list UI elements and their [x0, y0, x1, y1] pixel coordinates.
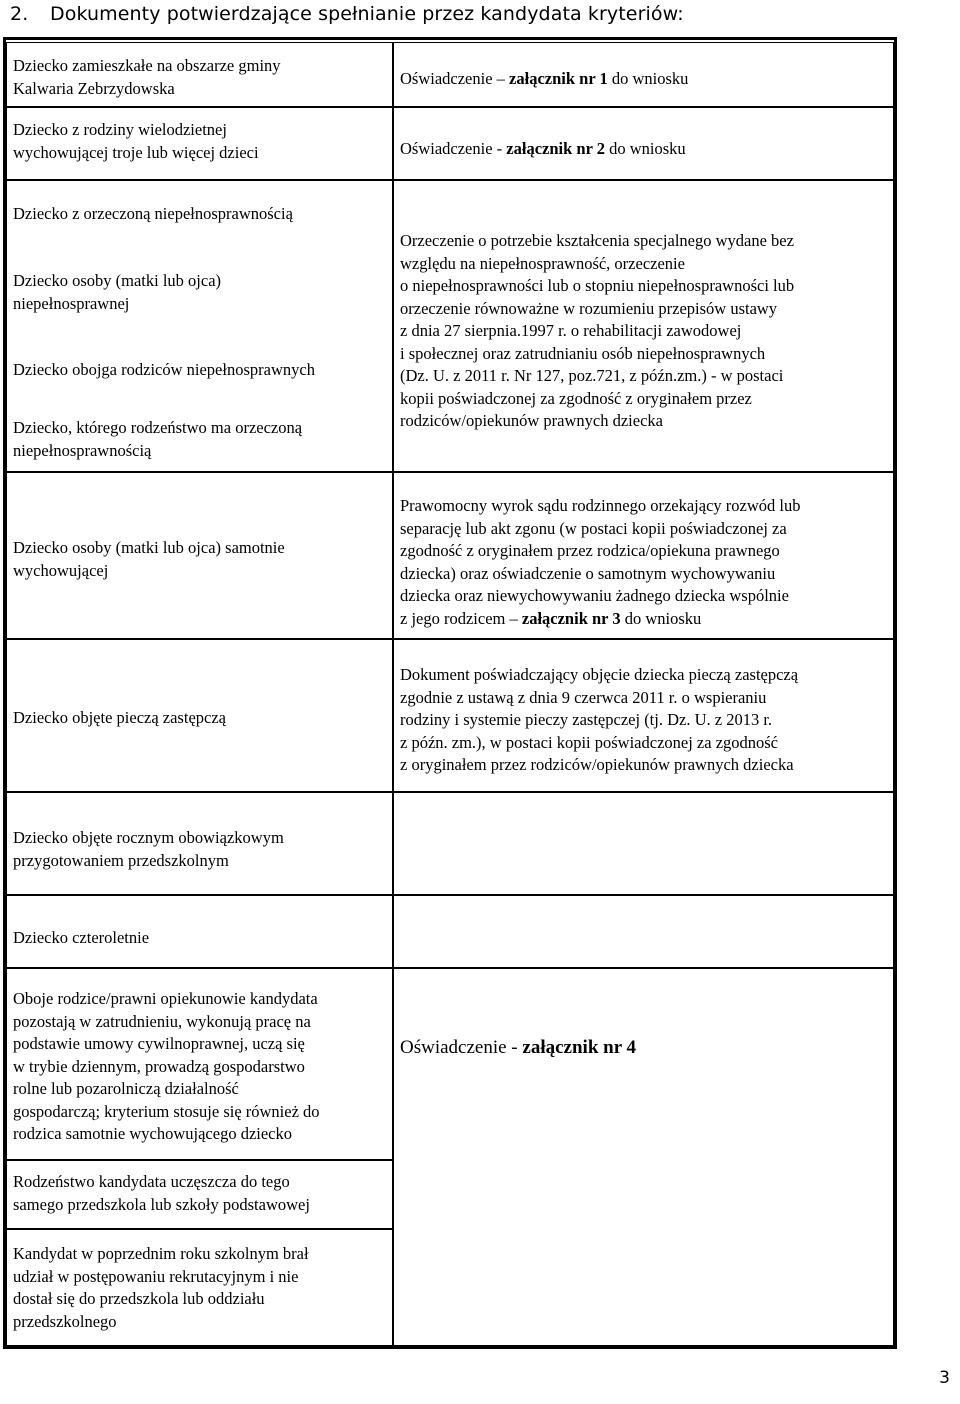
criterion-cell-disability-group — [6, 180, 393, 472]
attachment-number: załącznik nr 3 — [521, 608, 621, 628]
criterion-text: Dziecko obojga rodziców niepełnosprawnych — [13, 360, 315, 379]
document-text-pre: Prawomocny wyrok sądu rodzinnego orzekający rozwód lub separację lub akt zgonu (w postaci kopii poświadczonej za zgodność z oryginałem przez rodzica/opiekuna prawnego dziecka) oraz oświadczenie o samotnym wychowywaniu dziecka oraz niewychowywaniu żadnego dziecka wspólnie z jego rodzicem – — [400, 496, 801, 628]
criterion-text: Dziecko, którego rodzeństwo ma orzeczoną niepełnosprawnością — [13, 418, 303, 460]
document-text-pre: Oświadczenie – — [400, 69, 510, 88]
criterion-cell-single-parent — [6, 472, 393, 639]
criterion-text: Dziecko z orzeczoną niepełnosprawnością — [13, 204, 293, 223]
criterion-text: Dziecko czteroletnie — [13, 928, 150, 947]
document-cell-empty-1 — [393, 792, 894, 895]
criterion-text: Dziecko objęte rocznym obowiązkowym przygotowaniem przedszkolnym — [13, 828, 284, 870]
section-number: 2. — [10, 3, 29, 25]
criterion-text: Rodzeństwo kandydata uczęszcza do tego samego przedszkola lub szkoły podstawowej — [13, 1172, 310, 1214]
document-text — [400, 969, 887, 1060]
document-text: Dokument poświadczający objęcie dziecka pieczą zastępczą zgodnie z ustawą z dnia 9 czerwca 2011 r. o wspieraniu rodziny i systemie pieczy zastępczej (tj. Dz. U. z 2013 r. z późn. zm.), w postaci kopii poświadczonej za zgodność z oryginałem przez rodziców/opiekunów prawnych dziecka — [400, 665, 799, 774]
criterion-cell-four-year-old — [6, 895, 393, 968]
document-cell-attachment-2 — [393, 107, 894, 180]
document-text-post: do wniosku — [620, 608, 702, 628]
criterion-text: Oboje rodzice/prawni opiekunowie kandydata pozostają w zatrudnieniu, wykonują pracę na podstawie umowy cywilnoprawnej, uczą się w trybie dziennym, prowadzą gospodarstwo rolne lub pozarolniczą działalność gospodarczą; kryterium stosuje się również do rodzica samotnie wychowującego dziecko — [13, 989, 320, 1143]
document-cell-empty-2 — [393, 895, 894, 968]
document-text-post: do wniosku — [605, 139, 686, 158]
attachment-number: załącznik nr 1 — [509, 69, 608, 88]
document-text — [400, 43, 887, 91]
criterion-text: Dziecko objęte pieczą zastępczą — [13, 708, 226, 727]
criterion-text: Dziecko osoby (matki lub ojca) samotnie wychowującej — [13, 538, 285, 580]
criterion-cell-siblings — [6, 1160, 393, 1229]
attachment-number: załącznik nr 4 — [522, 1037, 637, 1058]
document-cell-attachment-4 — [393, 968, 894, 1346]
document-cell-attachment-3 — [393, 472, 894, 639]
document-text — [400, 473, 887, 630]
criterion-text: Dziecko z rodziny wielodzietnej wychowującej troje lub więcej dzieci — [13, 120, 259, 162]
criterion-cell-employed-parents — [6, 968, 393, 1160]
section-heading — [10, 0, 950, 28]
document-text-post: do wniosku — [607, 69, 689, 88]
section-title: Dokumenty potwierdzające spełnianie przez kandydata kryteriów: — [50, 3, 684, 25]
attachment-number: załącznik nr 2 — [506, 139, 605, 158]
document-cell-foster-care — [393, 639, 894, 792]
document-text-pre: Oświadczenie - — [400, 1037, 523, 1058]
criterion-cell-residence — [6, 42, 393, 107]
criterion-cell-foster-care — [6, 639, 393, 792]
page-number: 3 — [939, 1368, 950, 1388]
criterion-cell-preschool-year — [6, 792, 393, 895]
criterion-cell-large-family — [6, 107, 393, 180]
criterion-text: Kandydat w poprzednim roku szkolnym brał udział w postępowaniu rekrutacyjnym i nie dostał się do przedszkola lub oddziału przedszkolnego — [13, 1244, 309, 1331]
document-text — [400, 108, 887, 161]
document-text-pre: Oświadczenie - — [400, 139, 507, 158]
document-cell-attachment-1 — [393, 42, 894, 107]
criterion-cell-previous-recruitment — [6, 1229, 393, 1346]
document-cell-disability-certificate — [393, 180, 894, 472]
document-text: Orzeczenie o potrzebie kształcenia specjalnego wydane bez względu na niepełnosprawność, orzeczenie o niepełnosprawności lub o stopniu niepełnosprawności lub orzeczenie równoważne w rozumieniu przepisów ustawy z dnia 27 sierpnia.1997 r. o rehabilitacji zawodowej i społecznej oraz zatrudnianiu osób niepełnosprawnych (Dz. U. z 2011 r. Nr 127, poz.721, z późn.zm.) - w postaci kopii poświadczonej za zgodność z oryginałem przez rodziców/opiekunów prawnych dziecka — [400, 231, 795, 430]
criterion-text: Dziecko zamieszkałe na obszarze gminy Kalwaria Zebrzydowska — [13, 56, 281, 98]
criterion-text: Dziecko osoby (matki lub ojca) niepełnosprawnej — [13, 271, 222, 313]
